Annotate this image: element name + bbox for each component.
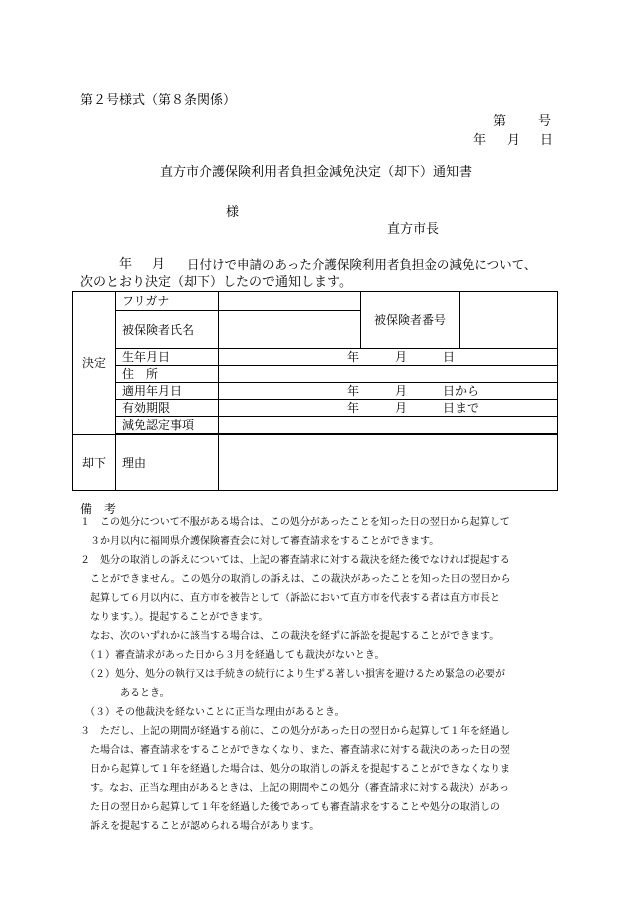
address-field[interactable] xyxy=(219,366,558,383)
intro-text-1: 日付けで申請のあった介護保険利用者負担金の減免について、 xyxy=(187,257,537,272)
apply-date-label: 適用年月日 xyxy=(116,383,219,400)
note-line: （１）審査請求があった日から３月を経過しても裁決がないとき。 xyxy=(80,650,385,661)
decision-table xyxy=(72,291,558,491)
address-label: 住 所 xyxy=(116,366,219,383)
apply-date-field[interactable] xyxy=(219,384,557,398)
note-line: （２）処分、処分の執行又は手続きの続行により生ずる著しい損害を避けるため緊急の必要が xyxy=(80,669,505,680)
intro-month: 月 xyxy=(152,257,166,272)
notes-body xyxy=(80,516,560,816)
furigana-field[interactable] xyxy=(219,292,361,311)
note-line: （３）その他裁決を経ないことに正当な理由があるとき。 xyxy=(80,707,345,718)
birth-day: 日 xyxy=(443,350,456,364)
document-title: 直方市介護保険利用者負担金減免決定（却下）通知書 xyxy=(160,165,473,180)
note-line: す。なお、正当な理由があるときは、上記の期間やこの処分（審査請求に対する裁決）があっ xyxy=(80,783,510,794)
valid-until-label: 有効期限 xyxy=(116,400,219,417)
date-day: 日 xyxy=(540,133,554,148)
note-line: なります。）。提起することができます。 xyxy=(80,612,269,623)
issue-no-dai: 第 xyxy=(493,114,507,129)
reduction-items-label: 減免認定事項 xyxy=(116,417,219,434)
insured-number-field[interactable] xyxy=(460,292,558,349)
note-line: なお、次のいずれかに該当する場合は、この裁決を経ずに訴訟を提起することができます。 xyxy=(80,631,500,642)
sender-name: 直方市長 xyxy=(387,222,440,237)
note-line: あるとき。 xyxy=(80,688,170,699)
intro-year: 年 xyxy=(119,257,133,272)
intro-text-2: 次のとおり決定（却下）したので通知します。 xyxy=(80,275,352,290)
valid-month: 月 xyxy=(395,401,408,415)
note-line: 起算して６月以内に、直方市を被告として（訴訟において直方市を代表する者は直方市長と xyxy=(80,593,500,604)
issue-no-gou: 号 xyxy=(538,114,552,129)
birth-month: 月 xyxy=(395,350,408,364)
reduction-items-field[interactable] xyxy=(219,417,558,434)
note-line: ３ ただし、上記の期間が経過する前に、この処分があった日の翌日から起算して１年を経過し xyxy=(80,726,510,737)
furigana-label: フリガナ xyxy=(116,292,219,311)
apply-day: 日から xyxy=(443,384,480,398)
note-line: ことができません。この処分の取消しの訴えは、この裁決があったことを知った日の翌日から xyxy=(80,574,511,585)
insured-name-label: 被保険者氏名 xyxy=(116,311,219,349)
reason-label: 理由 xyxy=(116,435,219,491)
note-line: ３か月以内に福岡県介護保険審査会に対して審査請求をすることができます。 xyxy=(80,536,440,547)
apply-month: 月 xyxy=(395,384,408,398)
birth-date-field[interactable] xyxy=(219,350,557,364)
notes-heading: 備 考 xyxy=(80,502,117,516)
rejection-label: 却下 xyxy=(73,435,116,491)
birth-year: 年 xyxy=(347,350,360,364)
date-month: 月 xyxy=(507,133,521,148)
insured-number-label: 被保険者番号 xyxy=(361,292,460,349)
valid-year: 年 xyxy=(347,401,360,415)
form-number: 第２号様式（第８条関係） xyxy=(80,93,237,108)
birth-date-label: 生年月日 xyxy=(116,349,219,366)
note-line: １ この処分について不服がある場合は、この処分があったことを知った日の翌日から起算して xyxy=(80,517,510,528)
date-year: 年 xyxy=(473,133,487,148)
note-line: 訴えを提起することが認められる場合があります。 xyxy=(80,821,320,832)
valid-day: 日まで xyxy=(443,401,480,415)
note-line: 日から起算して１年を経過した場合は、処分の取消しの訴えを提起することができなくなりま xyxy=(80,764,510,775)
apply-year: 年 xyxy=(347,384,360,398)
note-line: た場合は、審査請求をすることができなくなり、また、審査請求に対する裁決のあった日の翌 xyxy=(80,745,510,756)
note-line: ２ 処分の取消しの訴えについては、上記の審査請求に対する裁決を経た後でなければ提起する xyxy=(80,555,510,566)
recipient-honorific: 様 xyxy=(226,205,240,220)
note-line: た日の翌日から起算して１年を経過した後であっても審査請求をすることや処分の取消しの xyxy=(80,802,500,813)
reason-field[interactable] xyxy=(219,435,558,491)
insured-name-field[interactable] xyxy=(219,311,361,349)
valid-until-field[interactable] xyxy=(219,401,557,415)
decision-label: 決定 xyxy=(73,292,116,435)
